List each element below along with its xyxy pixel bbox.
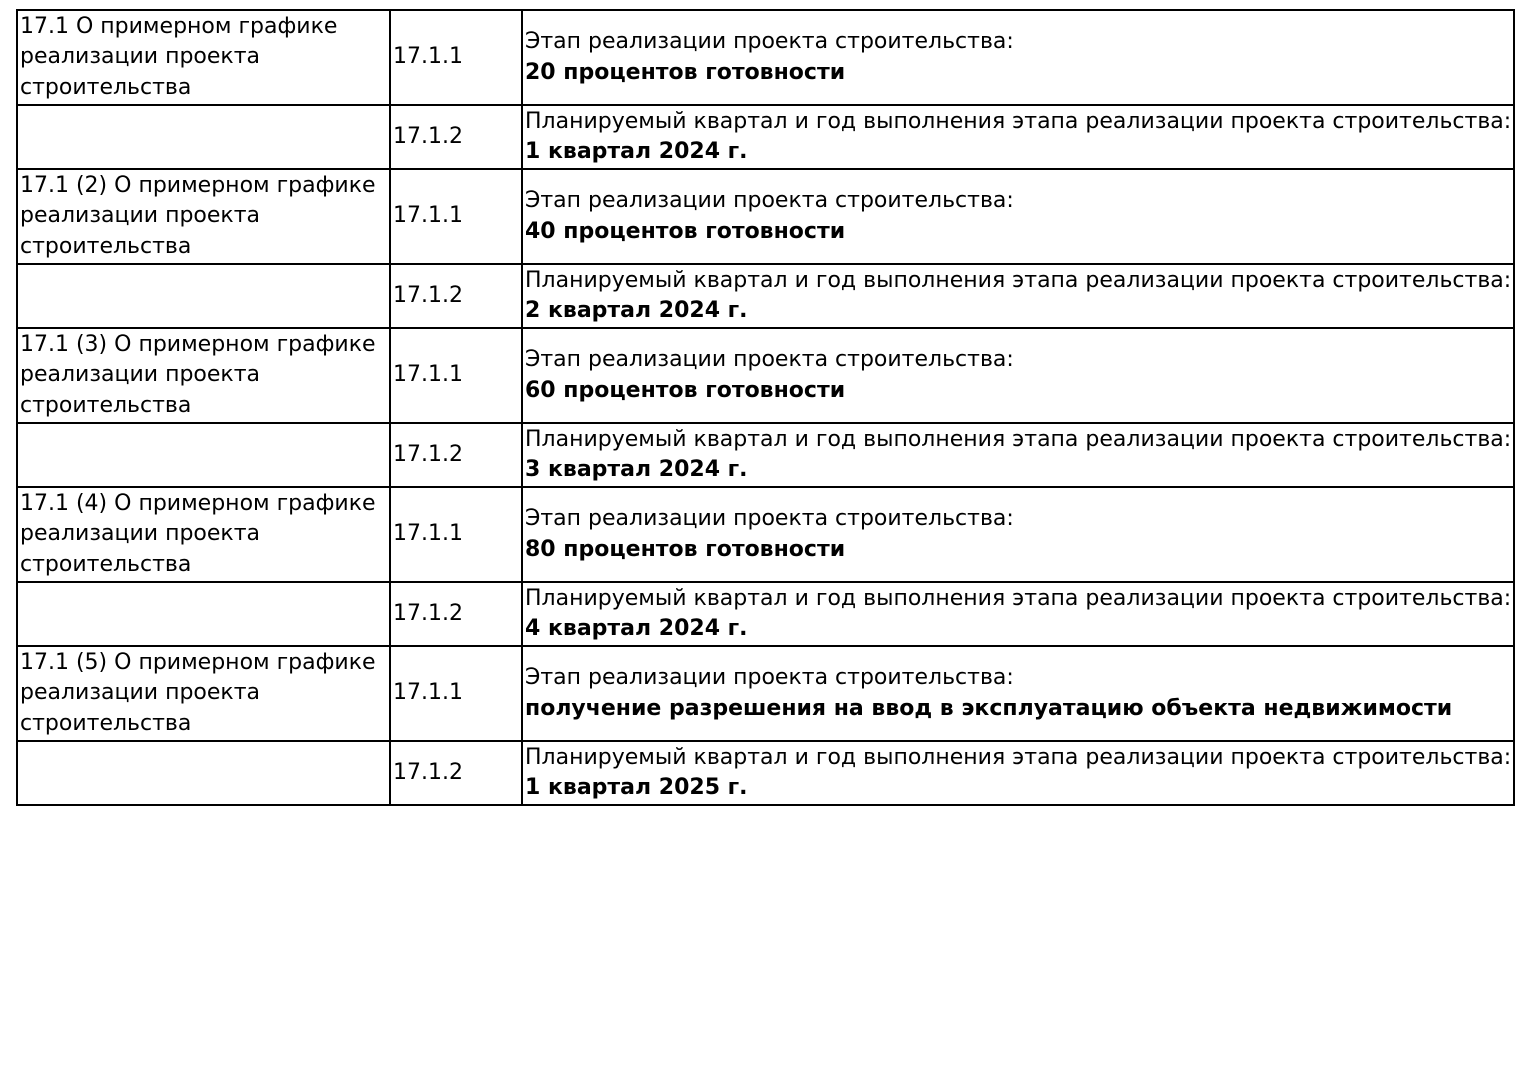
section-cell — [17, 741, 390, 805]
info-cell — [522, 169, 1514, 264]
field-label: Планируемый квартал и год выполнения этапа реализации проекта строительства: — [525, 267, 1512, 293]
field-value: 3 квартал 2024 г. — [525, 457, 748, 482]
info-cell — [522, 741, 1514, 805]
section-title: 17.1 О примерном графике реализации проекта строительства — [20, 13, 338, 100]
section-title: 17.1 (5) О примерном графике реализации проекта строительства — [20, 649, 376, 736]
field-value: 2 квартал 2024 г. — [525, 298, 748, 323]
info-cell — [522, 487, 1514, 582]
table-row — [17, 328, 1514, 423]
info-cell — [522, 10, 1514, 105]
code-cell: 17.1.2 — [390, 582, 522, 646]
section-cell — [17, 582, 390, 646]
construction-schedule-table — [16, 9, 1515, 806]
section-cell — [17, 328, 390, 423]
field-label: Этап реализации проекта строительства: — [525, 29, 1014, 54]
field-value: 1 квартал 2024 г. — [525, 139, 748, 164]
code-cell: 17.1.2 — [390, 423, 522, 487]
section-cell — [17, 487, 390, 582]
field-label: Этап реализации проекта строительства: — [525, 665, 1014, 690]
field-value: 40 процентов готовности — [525, 218, 846, 244]
field-label: Этап реализации проекта строительства: — [525, 506, 1014, 531]
section-cell — [17, 10, 390, 105]
code-cell: 17.1.1 — [390, 10, 522, 105]
section-title: 17.1 (3) О примерном графике реализации проекта строительства — [20, 331, 376, 418]
info-cell — [522, 105, 1514, 169]
section-title: 17.1 (2) О примерном графике реализации проекта строительства — [20, 172, 376, 259]
info-cell — [522, 328, 1514, 423]
section-cell — [17, 646, 390, 741]
code-cell: 17.1.1 — [390, 487, 522, 582]
field-value: 20 процентов готовности — [525, 59, 846, 85]
code-cell: 17.1.1 — [390, 328, 522, 423]
field-label: Этап реализации проекта строительства: — [525, 347, 1014, 372]
field-value: 60 процентов готовности — [525, 377, 846, 403]
code-cell: 17.1.2 — [390, 105, 522, 169]
code-cell: 17.1.1 — [390, 646, 522, 741]
info-cell — [522, 264, 1514, 328]
code-cell: 17.1.2 — [390, 741, 522, 805]
table-row — [17, 169, 1514, 264]
field-label: Этап реализации проекта строительства: — [525, 188, 1014, 213]
field-label: Планируемый квартал и год выполнения этапа реализации проекта строительства: — [525, 744, 1512, 770]
field-label: Планируемый квартал и год выполнения этапа реализации проекта строительства: — [525, 108, 1512, 134]
table-row — [17, 423, 1514, 487]
info-cell — [522, 582, 1514, 646]
section-cell — [17, 169, 390, 264]
table-row — [17, 582, 1514, 646]
section-cell — [17, 264, 390, 328]
table-row — [17, 10, 1514, 105]
code-cell: 17.1.1 — [390, 169, 522, 264]
table-row — [17, 741, 1514, 805]
field-value: 4 квартал 2024 г. — [525, 616, 748, 641]
section-cell — [17, 105, 390, 169]
table-row — [17, 487, 1514, 582]
field-value: 80 процентов готовности — [525, 536, 846, 562]
field-value: получение разрешения на ввод в эксплуатацию объекта недвижимости — [525, 695, 1453, 721]
code-cell: 17.1.2 — [390, 264, 522, 328]
field-label: Планируемый квартал и год выполнения этапа реализации проекта строительства: — [525, 426, 1512, 452]
section-cell — [17, 423, 390, 487]
info-cell — [522, 646, 1514, 741]
table-row — [17, 264, 1514, 328]
field-label: Планируемый квартал и год выполнения этапа реализации проекта строительства: — [525, 585, 1512, 611]
section-title: 17.1 (4) О примерном графике реализации проекта строительства — [20, 490, 376, 577]
table-row — [17, 646, 1514, 741]
field-value: 1 квартал 2025 г. — [525, 775, 748, 800]
table-row — [17, 105, 1514, 169]
info-cell — [522, 423, 1514, 487]
